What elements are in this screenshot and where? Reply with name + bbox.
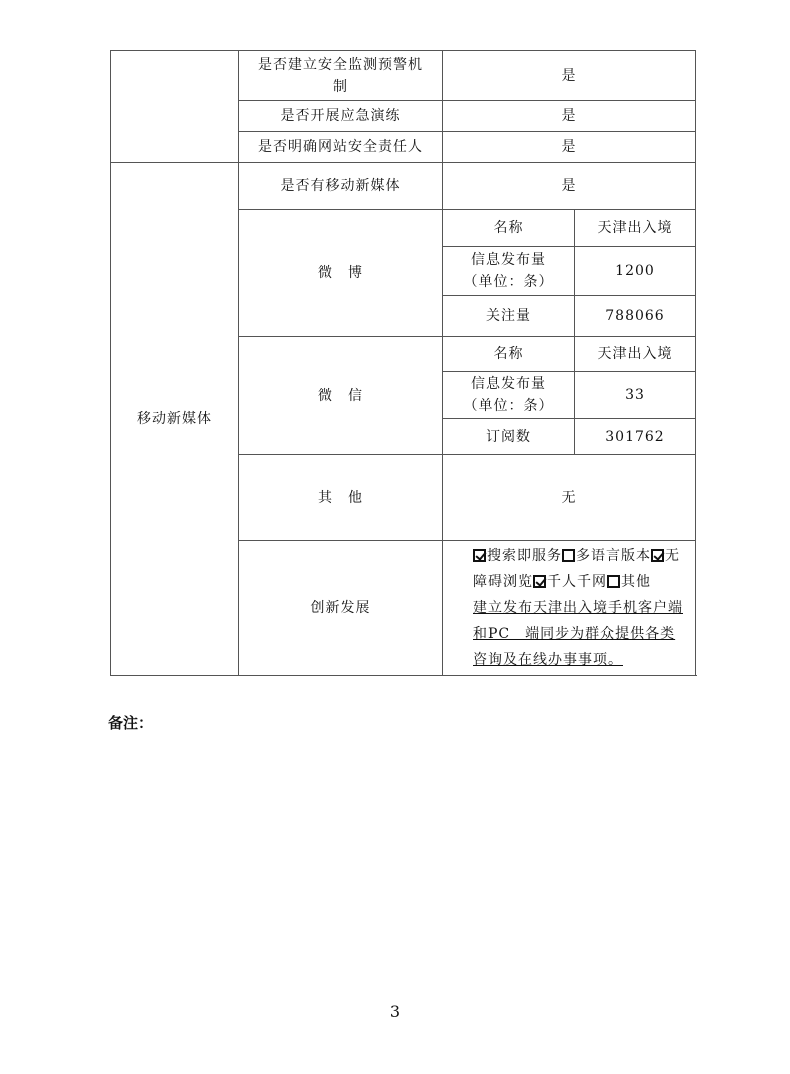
owner-label: 是否明确网站安全责任人 <box>239 132 443 163</box>
weibo-name-label: 名称 <box>443 210 575 247</box>
monitor-label: 是否建立安全监测预警机制 <box>239 51 443 101</box>
option-search-service[interactable]: 搜索即服务 <box>473 548 562 564</box>
innovation-label: 创新发展 <box>239 541 443 676</box>
wechat-name-value: 天津出入境 <box>575 337 696 372</box>
checkbox-checked-icon[interactable] <box>533 575 546 588</box>
innovation-content <box>443 541 696 676</box>
wechat-posts-value: 33 <box>575 372 696 419</box>
weibo-follow-label: 关注量 <box>443 296 575 337</box>
checkbox-empty-icon[interactable] <box>562 549 575 562</box>
innovation-options <box>473 543 689 595</box>
wechat-posts-label: 信息发布量（单位：条） <box>443 372 575 419</box>
wechat-sub-value: 301762 <box>575 419 696 455</box>
option-accessibility[interactable]: 无障碍浏览 <box>473 548 680 590</box>
checkbox-empty-icon[interactable] <box>607 575 620 588</box>
weibo-follow-value: 788066 <box>575 296 696 337</box>
weibo-label: 微 博 <box>239 210 443 337</box>
report-table <box>110 50 696 676</box>
has-media-label: 是否有移动新媒体 <box>239 163 443 210</box>
option-personalized[interactable]: 千人千网 <box>533 574 607 590</box>
wechat-label: 微 信 <box>239 337 443 455</box>
media-section-label: 移动新媒体 <box>111 163 239 676</box>
option-other[interactable]: 其他 <box>607 574 651 590</box>
other-media-value: 无 <box>443 455 696 541</box>
checkbox-checked-icon[interactable] <box>473 549 486 562</box>
wechat-name-label: 名称 <box>443 337 575 372</box>
weibo-posts-value: 1200 <box>575 247 696 296</box>
wechat-sub-label: 订阅数 <box>443 419 575 455</box>
weibo-name-value: 天津出入境 <box>575 210 696 247</box>
page-number: 3 <box>389 1002 401 1021</box>
weibo-posts-label: 信息发布量（单位：条） <box>443 247 575 296</box>
other-media-label: 其 他 <box>239 455 443 541</box>
checkbox-checked-icon[interactable] <box>651 549 664 562</box>
option-multilingual[interactable]: 多语言版本 <box>562 548 651 564</box>
security-section-cell <box>111 51 239 163</box>
monitor-value: 是 <box>443 51 696 101</box>
has-media-value: 是 <box>443 163 696 210</box>
owner-value: 是 <box>443 132 696 163</box>
remark-label: 备注： <box>108 714 154 732</box>
drill-label: 是否开展应急演练 <box>239 101 443 132</box>
innovation-description: 建立发布天津出入境手机客户端和PC 端同步为群众提供各类咨询及在线办事事项。 <box>473 600 683 668</box>
drill-value: 是 <box>443 101 696 132</box>
